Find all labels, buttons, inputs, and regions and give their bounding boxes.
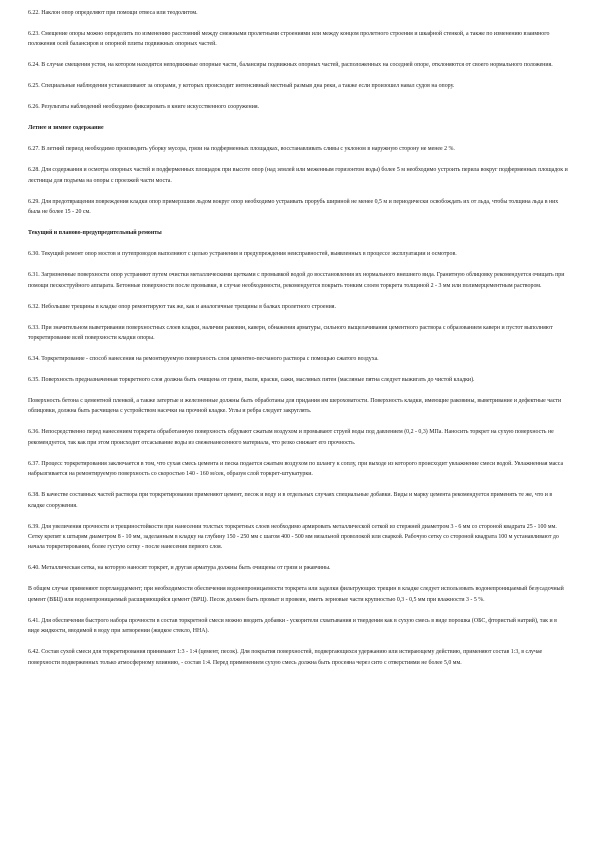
paragraph: 6.33. При значительном выветривании поверхностных слоев кладки, наличии раковин, каверн, обнажения арматуры, сильного выщелачивания цементного раствора с образованием каверн и пустот выполняют торкретирование всей поверхности кладки опоры. bbox=[28, 324, 553, 342]
paragraph: 6.37. Процесс торкретирования заключается в том, что сухая смесь цемента и песка подается сжатым воздухом по шлангу к соплу, при выходе из которого происходит увлажнение смеси водой. Увлажненная масса набрызгивается на ремонтируемую поверхность со скоростью 140 - 160 м/сек, образуя слой торкрет-штукатурки. bbox=[28, 460, 564, 478]
paragraph: 6.28. Для содержания и осмотра опорных частей и подферменных площадок при высоте опор (над землей или меженным горизонтом воды) более 5 м необходимо устроить перила вокруг подферменных площадок и лестницы для подъема на опоры с проезжей части моста. bbox=[28, 167, 568, 184]
paragraph: 6.26. Результаты наблюдений необходимо фиксировать в книге искусственного сооружения. bbox=[28, 104, 260, 111]
paragraph: Поверхность бетона с цементной пленкой, а также затертые и железненные должны быть обработаны для придания им шероховатости. Поверхность кладки, имеющие раковины, выветривание и дефектные части облицовки, должна быть расчищена с устройством насечки на прочной кладке. Углы и ребра следует закруглять. bbox=[28, 398, 562, 415]
paragraph: 6.39. Для увеличения прочности и трещиностойкости при нанесении толстых торкретных слоев необходимо армировать металлической сеткой из стержней диаметром 3 - 6 мм со стороной квадрата 25 - 100 мм. Сетку крепят к штырям диаметром 8 - 10 мм, заделанным в кладку на глубину 150 - 250 мм с шагом 400 - 500 мм вязальной проволокой или сваркой. Рабочую сетку со стороной квадрата 100 м устанавливают до начала торкретирования, более густую сетку - после нанесения первого слоя. bbox=[28, 523, 559, 551]
paragraph: 6.34. Торкретирование - способ нанесения на ремонтируемую поверхность слоя цементно-песчаного раствора с помощью сжатого воздуха. bbox=[28, 356, 379, 363]
paragraph: 6.23. Смещение опоры можно определить по изменению расстояний между смежными пролетными строениями или между концом пролетного строения и шкафной стенкой, а также по изменению взаимного положения осей балансиров и опорной плиты подвижных опорных частей. bbox=[28, 31, 550, 48]
section-heading: Летнее и зимнее содержание bbox=[28, 125, 104, 132]
paragraph: 6.25. Специальные наблюдения устанавливают за опорами, у которых происходит интенсивный местный размыв дна реки, а также если произошел навал судов на опору. bbox=[28, 83, 455, 90]
paragraph: 6.35. Поверхность предназначенная торкретного слоя должна быть очищена от грязи, пыли, краски, сажи, масляных пятен (масляные пятна следует выжигать до чистой кладки). bbox=[28, 377, 475, 384]
section-heading: Текущий и планово-предупредительный ремонты bbox=[28, 230, 162, 237]
paragraph: 6.36. Непосредственно перед нанесением торкрета обработанную поверхность обдувают сжатым воздухом и промывают струей воды под давлением (0,2 - 0,3) МПа. Наносить торкрет на сухую поверхность не рекомендуется, так как при этом происходит отсасывание воды из свеженанесенного материала, что резко снижает его прочность. bbox=[28, 429, 554, 446]
paragraph: 6.24. В случае смещения устоя, на котором находятся неподвижные опорные части, балансиры подвижных опорных частей, расположенных на соседней опоре, отклоняются от своего нормального положения. bbox=[28, 62, 553, 69]
paragraph: 6.22. Наклон опор определяют при помощи отвеса или теодолитом. bbox=[28, 10, 198, 16]
paragraph: 6.42. Состав сухой смеси для торкретирования принимают 1:3 - 1:4 (цемент, песок). Для покрытия поверхностей, подвергающихся удержанию или истирающему действию, применяют состав 1:3, в случае поверхности подверженных только атмосферному влиянию, - состав 1:4. Перед применением сухую смесь должна быть просеяна через сито с отверстиями не более 5,0 мм. bbox=[28, 649, 543, 666]
paragraph: 6.29. Для предотвращения повреждения кладки опор примерзшим льдом вокруг опор необходимо устраивать прорубь шириной не менее 0,5 м и периодически освобождать их от льда, чтобы толщина льда в них была не более 15 - 20 см. bbox=[28, 198, 559, 216]
paragraph: 6.38. В качестве составных частей раствора при торкретировании применяют цемент, песок и воду и в отдельных случаях специальные добавки. Виды и марку цемента рекомендуется применять те же, что и в кладке сооружения. bbox=[28, 492, 553, 509]
paragraph: 6.41. Для обеспечения быстрого набора прочности в состав торкретной смеси можно вводить добавки - ускорители схватывания и твердения как в сухую смесь в виде порошка (ОБС, фтористый натрий), так и в виде жидкости, вводимой в воду при затворении (жидкое стекло, ННА). bbox=[28, 617, 557, 635]
paragraph: 6.30. Текущий ремонт опор мостов и путепроводов выполняют с целью устранения и предупреждения неисправностей, выявленных в процессе эксплуатации и осмотров. bbox=[28, 251, 457, 258]
paragraph: 6.32. Небольшие трещины в кладке опор ремонтируют так же, как и аналогичные трещины в балках пролетного строения. bbox=[28, 303, 336, 310]
paragraph: 6.40. Металлическая сетка, на которую наносят торкрет, и другая арматура должны быть очищены от грязи и ржавчины. bbox=[28, 565, 331, 572]
paragraph: В общем случае применяют портландцемент; при необходимости обеспечения водонепроницаемости торкрета или заделки фильтрующих трещин в кладке следует использовать водонепроницаемый безусадочный цемент (ВБЦ) или водонепроницаемый расширяющийся цемент (ВРЦ). Песок должен быть промыт и провеян, иметь зерновые части крупностью 0,3 - 0,5 мм при влажности 3 - 5 %. bbox=[28, 586, 564, 603]
paragraph: 6.31. Загрязненные поверхности опор устраняют путем очистки металлическими щетками с промывкой водой до восстановления их нормального внешнего вида. Гранитную облицовку рекомендуется очищать при помощи пескоструйного аппарата. Бетонные поверхности после промывки, в случае необходимости, рекомендуется покрыть тонким слоем торкрета толщиной 2 - 3 мм или полимерцементным раствором. bbox=[28, 272, 565, 289]
paragraph: 6.27. В летний период необходимо производить уборку мусора, грязи на подферменных площадках, восстанавливать сливы с уклоном в наружную сторону не менее 2 %. bbox=[28, 146, 455, 153]
